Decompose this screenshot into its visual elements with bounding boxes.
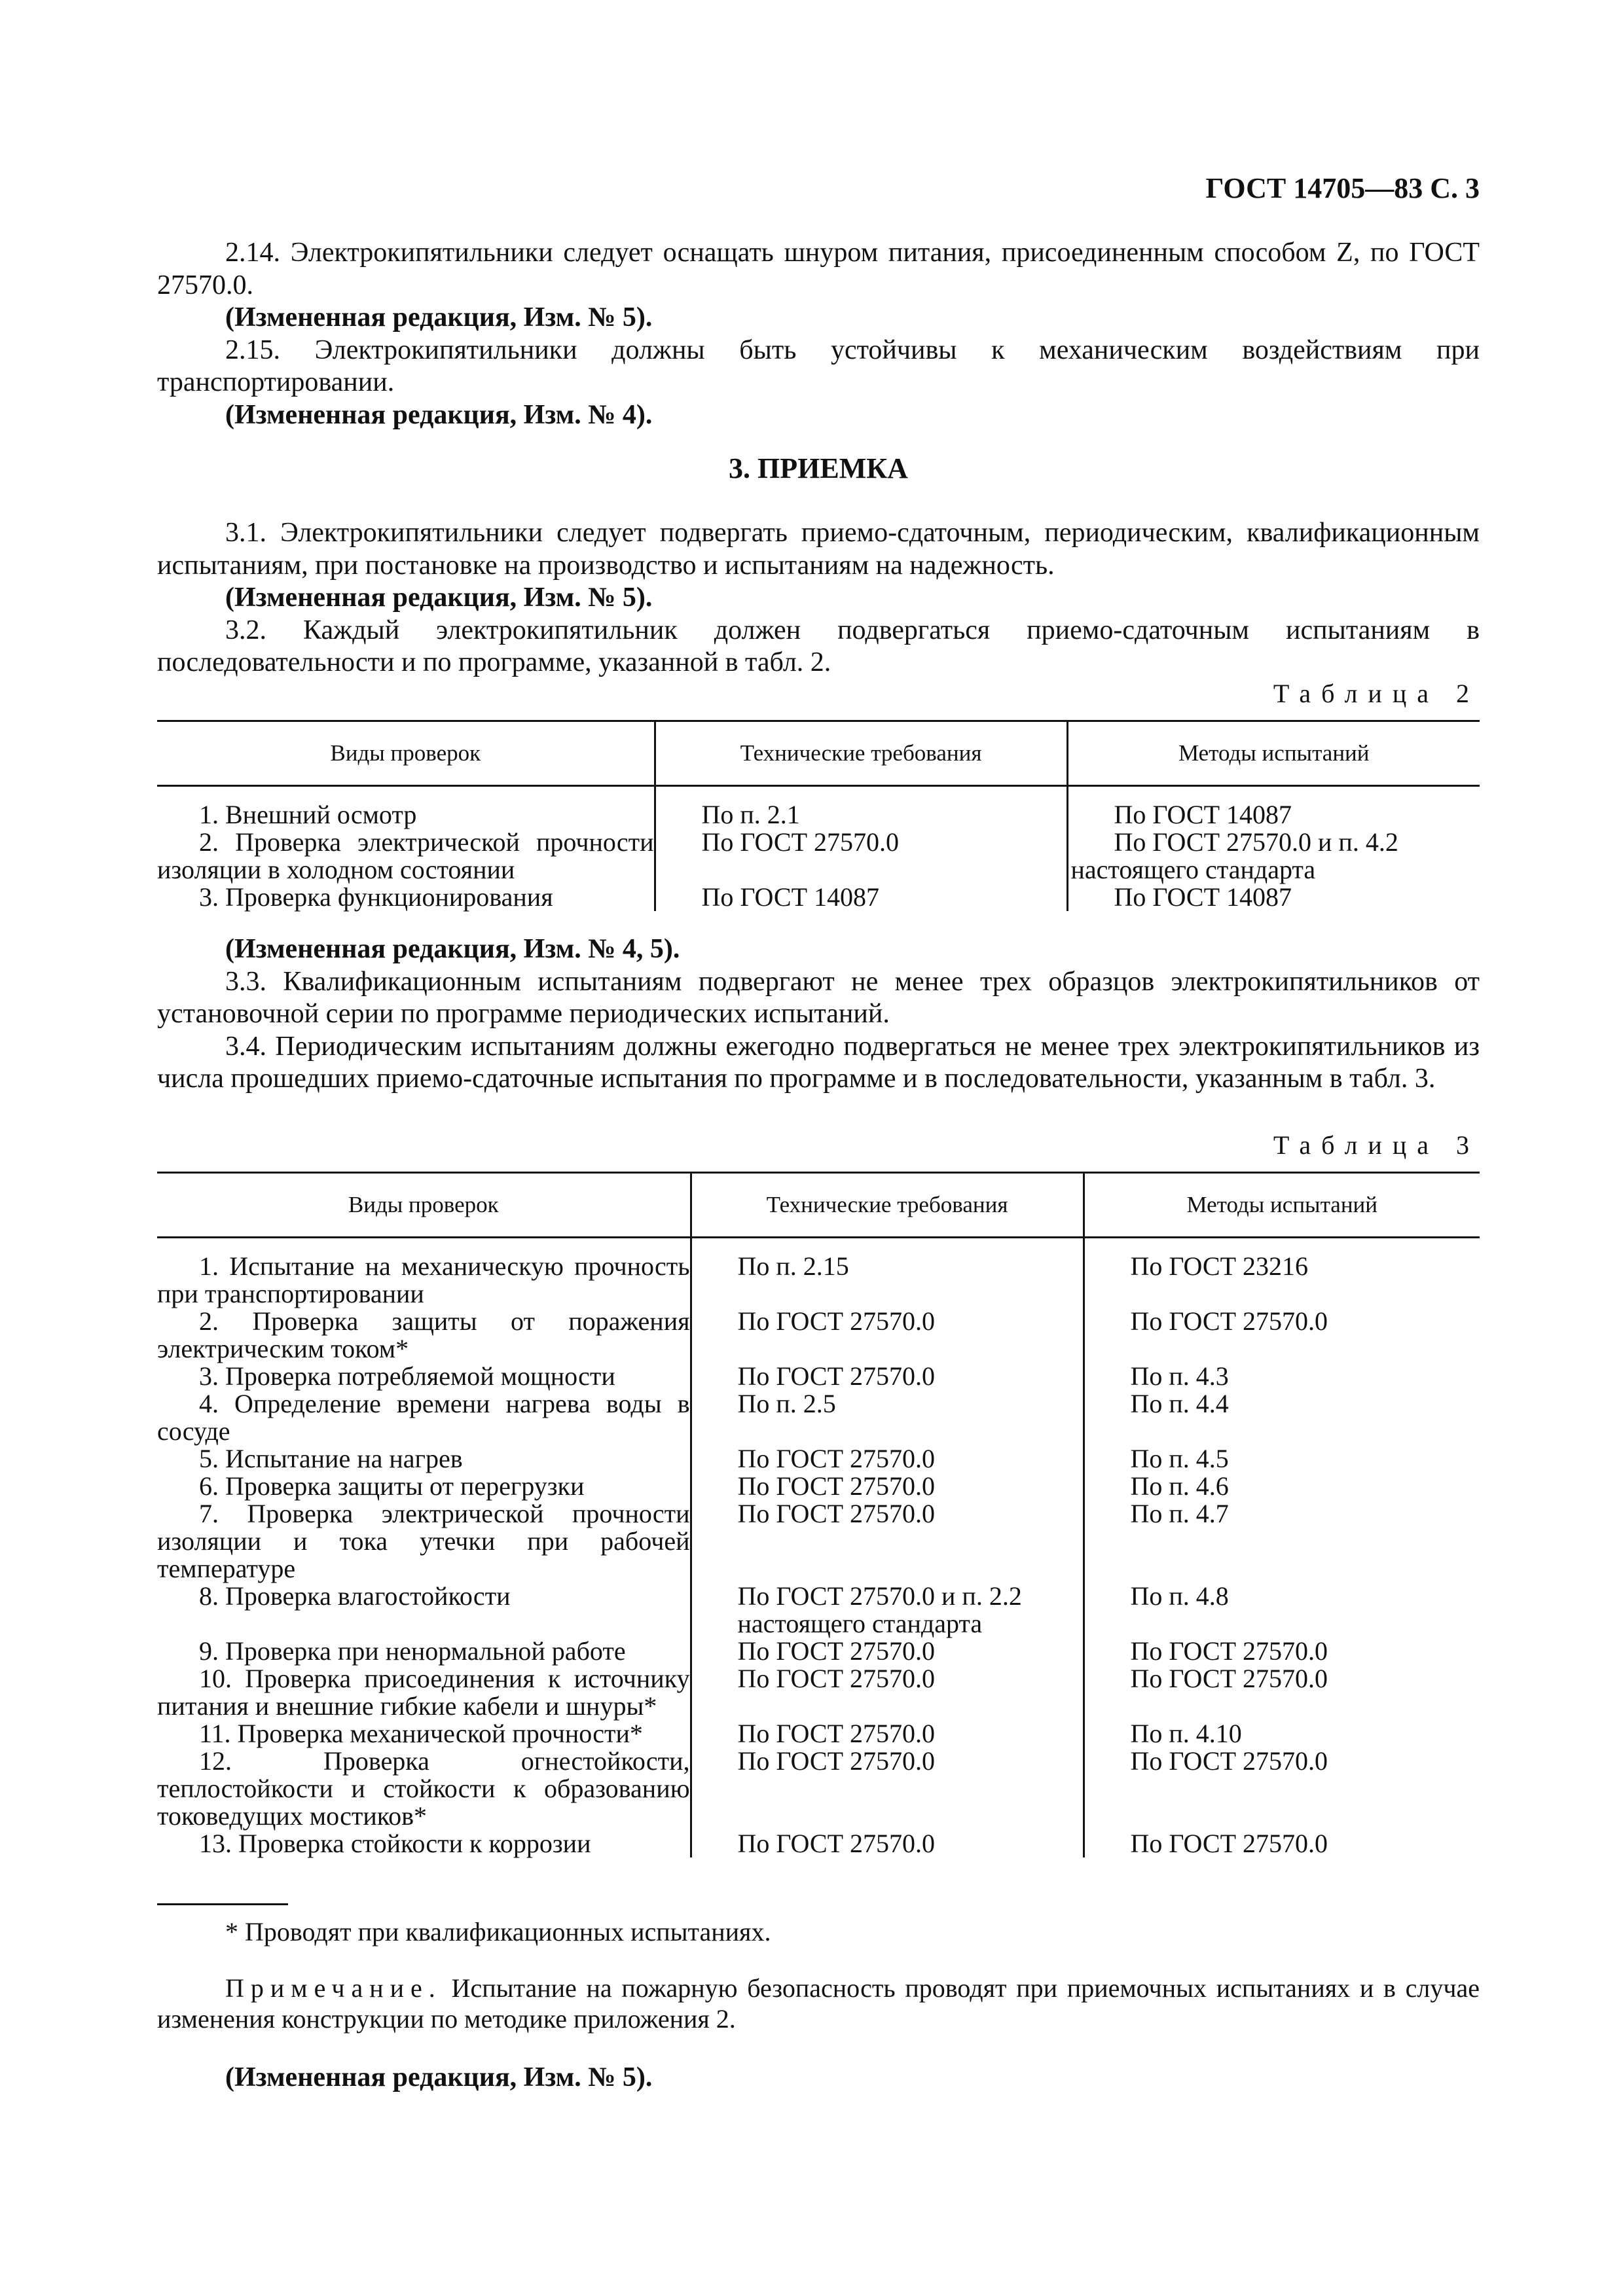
- note-text: Испытание на пожарную безопасность проводят при приемочных испытаниях и в случае изменения конструкции по методике приложения 2.: [157, 1973, 1480, 2034]
- table-cell: По п. 4.7: [1084, 1500, 1480, 1583]
- table-cell: 1. Внешний осмотр: [199, 800, 417, 829]
- section-3-block: [157, 517, 1480, 679]
- paragraph-2-15: 2.15. Электрокипятильники должны быть устойчивы к механическим воздействиям при транспортировании.: [157, 334, 1480, 398]
- table-cell: 6. Проверка защиты от перегрузки: [199, 1471, 585, 1501]
- amendment-note: (Измененная редакция, Изм. № 5).: [225, 2062, 653, 2092]
- table-row: [157, 1720, 1480, 1748]
- table-cell: По ГОСТ 27570.0: [691, 1308, 1084, 1363]
- table-cell: По ГОСТ 27570.0: [1084, 1830, 1480, 1857]
- table-cell: 4. Определение времени нагрева воды в сосуде: [157, 1389, 690, 1446]
- table-cell: 13. Проверка стойкости к коррозии: [199, 1829, 591, 1858]
- section-2-block: [157, 237, 1480, 431]
- table-cell: По ГОСТ 27570.0: [691, 1445, 1084, 1473]
- table-cell: 3. Проверка функционирования: [199, 882, 553, 912]
- table-cell: 12. Проверка огнестойкости, теплостойкости и стойкости к образованию токоведущих мостиков*: [157, 1746, 690, 1831]
- table-cell: По п. 2.15: [691, 1253, 1084, 1308]
- table-cell: По ГОСТ 27570.0: [1084, 1638, 1480, 1665]
- table-cell: 2. Проверка защиты от поражения электрическим током*: [157, 1306, 690, 1363]
- table-cell: По ГОСТ 27570.0: [691, 1748, 1084, 1830]
- amendment-note: (Измененная редакция, Изм. № 5).: [225, 583, 653, 613]
- amendment-note: (Измененная редакция, Изм. № 5).: [225, 302, 653, 333]
- table-cell: По ГОСТ 27570.0: [691, 1665, 1084, 1720]
- table-cell: По ГОСТ 27570.0: [691, 1500, 1084, 1583]
- footnote: * Проводят при квалификационных испытаниях.: [225, 1917, 771, 1946]
- table-row: [157, 1583, 1480, 1638]
- table-cell: По ГОСТ 27570.0: [655, 829, 1067, 884]
- column-header: Методы испытаний: [1084, 1173, 1480, 1238]
- final-amendment-block: [157, 2062, 1480, 2094]
- table-2-caption: Таблица 2: [1273, 679, 1480, 708]
- table-row: [157, 801, 1480, 829]
- note-paragraph: [157, 1973, 1480, 2034]
- column-header: Виды проверок: [157, 1173, 691, 1238]
- table-cell: По п. 4.6: [1084, 1473, 1480, 1500]
- table-header-row: [157, 721, 1480, 786]
- table-cell: По ГОСТ 27570.0: [1084, 1665, 1480, 1720]
- table-cell: По п. 2.1: [655, 801, 1067, 829]
- table-cell: По ГОСТ 14087: [655, 884, 1067, 911]
- table-cell: 7. Проверка электрической прочности изоляции и тока утечки при рабочей температуре: [157, 1499, 690, 1583]
- table-cell: По ГОСТ 27570.0: [691, 1473, 1084, 1500]
- paragraph-3-4: 3.4. Периодическим испытаниям должны ежегодно подвергаться не менее трех электрокипятильников из числа прошедших приемо-сдаточные испытания по программе и в последовательности, указанным в табл. 3.: [157, 1031, 1480, 1094]
- table-row: [157, 829, 1480, 884]
- table-cell: По п. 4.3: [1084, 1363, 1480, 1390]
- table-cell: По ГОСТ 27570.0: [691, 1363, 1084, 1390]
- column-header: Технические требования: [691, 1173, 1084, 1238]
- table-3: [157, 1172, 1480, 1857]
- table-cell: 5. Испытание на нагрев: [199, 1444, 463, 1473]
- table-cell: По ГОСТ 27570.0: [691, 1638, 1084, 1665]
- table-cell: По ГОСТ 27570.0: [1084, 1748, 1480, 1830]
- table-row: [157, 1363, 1480, 1390]
- table-cell: По п. 4.10: [1084, 1720, 1480, 1748]
- after-table-2-block: [157, 933, 1480, 1096]
- table-cell: 8. Проверка влагостойкости: [199, 1581, 511, 1611]
- table-cell: По ГОСТ 27570.0: [1084, 1308, 1480, 1363]
- table-cell: По ГОСТ 27570.0: [691, 1720, 1084, 1748]
- table-cell: По ГОСТ 27570.0 и п. 4.2 настоящего стандарта: [1067, 829, 1480, 884]
- amendment-note: (Измененная редакция, Изм. № 4, 5).: [225, 934, 680, 964]
- table-row: [157, 1500, 1480, 1583]
- note-label: Примечание.: [225, 1973, 442, 2003]
- table-cell: 2. Проверка электрической прочности изоляции в холодном состоянии: [157, 827, 654, 884]
- table-cell: 1. Испытание на механическую прочность при транспортировании: [157, 1251, 690, 1308]
- paragraph-3-3: 3.3. Квалификационным испытаниям подвергают не менее трех образцов электрокипятильников от установочной серии по программе периодических испытаний.: [157, 966, 1480, 1030]
- footnote-divider: [157, 1903, 288, 1905]
- table-row: [157, 1473, 1480, 1500]
- table-row: [157, 884, 1480, 911]
- paragraph-2-14: 2.14. Электрокипятильники следует оснащать шнуром питания, присоединенным способом Z, по ГОСТ 27570.0.: [157, 238, 1480, 300]
- table-cell: По ГОСТ 23216: [1084, 1253, 1480, 1308]
- table-cell: 10. Проверка присоединения к источнику питания и внешние гибкие кабели и шнуры*: [157, 1664, 690, 1721]
- table-3-caption: Таблица 3: [1273, 1130, 1480, 1160]
- table-row: [157, 1830, 1480, 1857]
- page-header: ГОСТ 14705—83 С. 3: [1205, 172, 1480, 204]
- table-row: [157, 1253, 1480, 1308]
- table-cell: 3. Проверка потребляемой мощности: [199, 1361, 615, 1391]
- table-2: [157, 720, 1480, 911]
- paragraph-3-1: 3.1. Электрокипятильники следует подвергать приемо-сдаточным, периодическим, квалификационным испытаниям, при постановке на производство и испытаниям на надежность.: [157, 518, 1480, 581]
- table-cell: По ГОСТ 14087: [1067, 884, 1480, 911]
- column-header: Технические требования: [655, 721, 1067, 786]
- table-row: [157, 1665, 1480, 1720]
- table-cell: По ГОСТ 27570.0 и п. 2.2 настоящего стандарта: [691, 1583, 1084, 1638]
- paragraph-3-2: 3.2. Каждый электрокипятильник должен подвергаться приемо-сдаточным испытаниям в последовательности и по программе, указанной в табл. 2.: [157, 615, 1480, 678]
- table-cell: По п. 4.8: [1084, 1583, 1480, 1638]
- table-header-row: [157, 1173, 1480, 1238]
- table-cell: По п. 4.5: [1084, 1445, 1480, 1473]
- section-title: 3. ПРИЕМКА: [729, 452, 908, 484]
- table-row: [157, 1445, 1480, 1473]
- table-row: [157, 1390, 1480, 1445]
- table-cell: По ГОСТ 14087: [1067, 801, 1480, 829]
- table-row: [157, 1308, 1480, 1363]
- table-row: [157, 1748, 1480, 1830]
- table-cell: По п. 2.5: [691, 1390, 1084, 1445]
- column-header: Методы испытаний: [1067, 721, 1480, 786]
- table-cell: По ГОСТ 27570.0: [691, 1830, 1084, 1857]
- table-cell: 11. Проверка механической прочности*: [199, 1719, 643, 1748]
- amendment-note: (Измененная редакция, Изм. № 4).: [225, 399, 653, 430]
- table-cell: По п. 4.4: [1084, 1390, 1480, 1445]
- column-header: Виды проверок: [157, 721, 655, 786]
- table-cell: 9. Проверка при ненормальной работе: [199, 1636, 626, 1666]
- table-row: [157, 1638, 1480, 1665]
